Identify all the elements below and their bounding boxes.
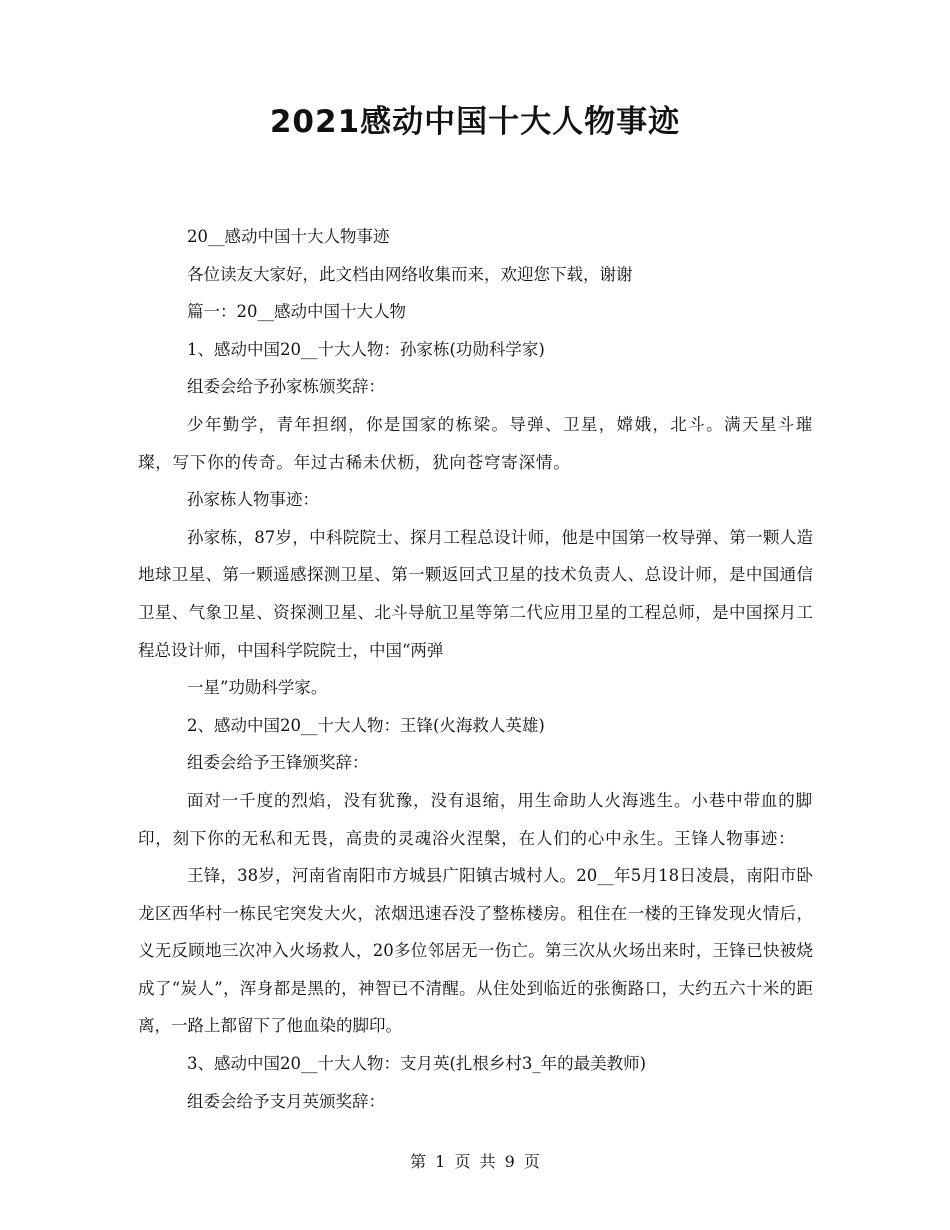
paragraph-person-3-award-label: 组委会给予支月英颁奖辞：: [187, 1091, 385, 1111]
paragraph-person-1-award-label: 组委会给予孙家栋颁奖辞：: [187, 377, 385, 397]
page-footer: 第 1 页 共 9 页: [410, 1152, 540, 1171]
paragraph-section-heading: 篇一：20__感动中国十大人物: [187, 302, 406, 322]
paragraph-subtitle: 20__感动中国十大人物事迹: [187, 227, 390, 246]
document-title: 2021感动中国十大人物事迹: [269, 104, 681, 140]
paragraph-person-3-heading: 3、感动中国20__十大人物：支月英(扎根乡村3_年的最美教师): [187, 1054, 647, 1074]
paragraph-person-1-story: 孙家栋，87岁，中科院院士、探月工程总设计师，他是中国第一枚导弹、第一颗人造地球卫星、第一颗遥感探测卫星、第一颗返回式卫星的技术负责人、总设计师，是中国通信卫星、气象卫星、资探测卫星、北斗导航卫星等第二代应用卫星的工程总师，是中国探月工程总设计师，中国科学院院士，中国“两弹: [138, 527, 813, 660]
paragraph-person-1-award-text: 少年勤学，青年担纲，你是国家的栋梁。导弹、卫星，嫦娥，北斗。满天星斗璀璨，写下你的传奇。年过古稀未伏枥，犹向苍穹寄深情。: [138, 414, 813, 472]
document-body: [138, 218, 813, 1120]
paragraph-person-2-heading: 2、感动中国20__十大人物：王锋(火海救人英雄): [187, 715, 545, 735]
paragraph-person-2-award-label: 组委会给予王锋颁奖辞：: [187, 753, 369, 773]
paragraph-greeting: 各位读友大家好，此文档由网络收集而来，欢迎您下载，谢谢: [187, 264, 633, 284]
paragraph-person-2-award-text: 面对一千度的烈焰，没有犹豫，没有退缩，用生命助人火海逃生。小巷中带血的脚印，刻下你的无私和无畏，高贵的灵魂浴火涅槃，在人们的心中永生。王锋人物事迹：: [138, 790, 813, 848]
paragraph-person-1-story-label: 孙家栋人物事迹：: [187, 490, 319, 510]
paragraph-person-2-story: 王锋，38岁，河南省南阳市方城县广阳镇古城村人。20__年5月18日凌晨，南阳市卧龙区西华村一栋民宅突发大火，浓烟迅速吞没了整栋楼房。租住在一楼的王锋发现火情后，义无反顾地三次冲入火场救人，20多位邻居无一伤亡。第三次从火场出来时，王锋已快被烧成了“炭人”，浑身都是黑的，神智已不清醒。从住处到临近的张衡路口，大约五六十米的距离，一路上都留下了他血染的脚印。: [138, 866, 813, 1036]
paragraph-person-1-story-end: 一星”功勋科学家。: [187, 678, 328, 698]
paragraph-person-1-heading: 1、感动中国20__十大人物：孙家栋(功勋科学家): [187, 339, 545, 359]
